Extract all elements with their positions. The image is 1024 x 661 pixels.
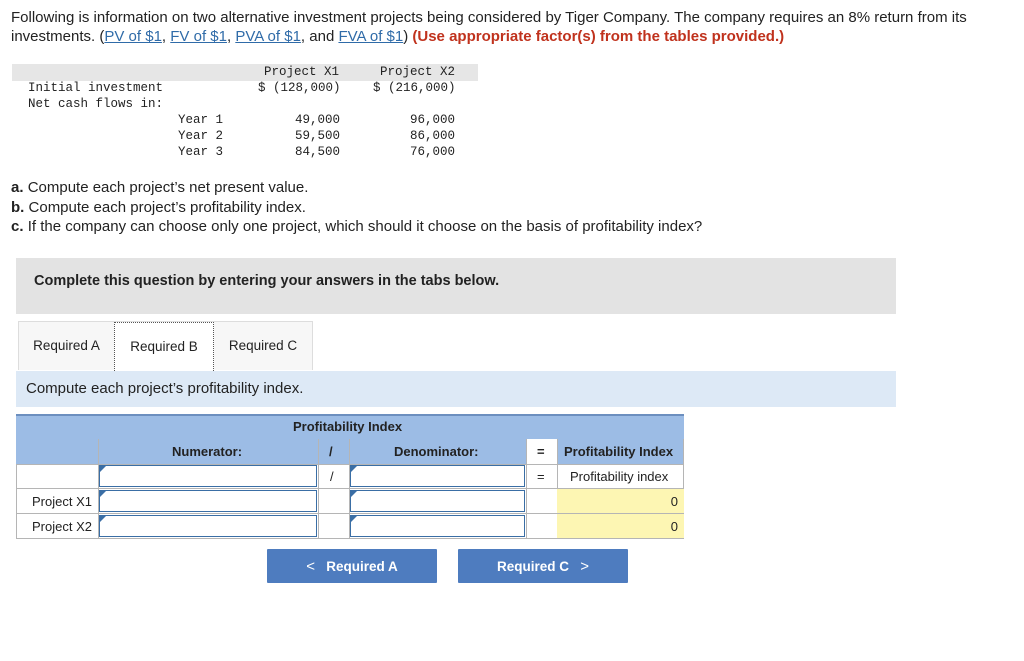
- chevron-right-icon: >: [580, 557, 590, 575]
- year-label: Year 1: [178, 113, 224, 127]
- separator: , and: [300, 28, 339, 45]
- year-value-x1: 84,500: [295, 145, 341, 159]
- prev-button-label: Required A: [326, 558, 398, 574]
- pva-table-link[interactable]: PVA of $1: [235, 28, 301, 45]
- initial-investment-x1: $ (128,000): [258, 81, 341, 95]
- input-marker: [351, 516, 357, 522]
- slash-header: /: [329, 444, 333, 459]
- separator: ): [403, 28, 413, 45]
- separator: ,: [226, 28, 236, 45]
- initial-investment-label: Initial investment: [28, 81, 164, 95]
- result-value-x2: 0: [670, 519, 678, 534]
- instructions-banner: [16, 258, 896, 314]
- year-value-x2: 96,000: [410, 113, 456, 127]
- input-marker: [100, 516, 106, 522]
- next-button-label: Required C: [496, 558, 569, 574]
- question-text: If the company can choose only one project, which should it choose on the basis of profitability index?: [27, 218, 703, 235]
- numerator-label-input[interactable]: [99, 465, 317, 487]
- prev-required-a-button[interactable]: [267, 549, 437, 583]
- row-label-project-x1: Project X1: [32, 494, 92, 509]
- fv-table-link[interactable]: FV of $1: [170, 28, 227, 45]
- next-required-c-button[interactable]: [458, 549, 628, 583]
- input-marker: [351, 466, 357, 472]
- intro-text: Following is information on two alternative investment projects being considered by Tiger Company. The company requires an 8% return from its investments. (: [11, 9, 967, 45]
- denominator-header: Denominator:: [394, 444, 479, 459]
- denominator-input-x1[interactable]: [350, 490, 525, 512]
- grid-line: [526, 439, 527, 539]
- result-cell-x1: [557, 489, 684, 513]
- factor-instruction: (Use appropriate factor(s) from the tables provided.): [412, 28, 785, 45]
- tab-instruction: [16, 371, 896, 407]
- net-cash-flows-label: Net cash flows in:: [28, 97, 164, 111]
- tab-required-c[interactable]: Required C: [228, 338, 298, 353]
- tab-bar: [18, 321, 313, 370]
- numerator-input-x1[interactable]: [99, 490, 317, 512]
- tab-required-b[interactable]: Required B: [114, 322, 214, 371]
- question-text: Compute each project’s net present value.: [27, 179, 309, 196]
- year-value-x1: 49,000: [295, 113, 341, 127]
- equals-header: =: [537, 444, 545, 459]
- denominator-input-x2[interactable]: [350, 515, 525, 537]
- problem-intro: [11, 8, 1001, 46]
- result-label: Profitability index: [570, 469, 669, 484]
- question-list: [11, 178, 702, 237]
- year-label: Year 3: [178, 145, 224, 159]
- result-value-x1: 0: [670, 494, 678, 509]
- grid-line: [16, 464, 17, 539]
- col-header-x1: Project X1: [264, 65, 340, 79]
- tab-instruction-text: Compute each project’s profitability index.: [26, 380, 304, 397]
- question-c: [11, 217, 702, 237]
- question-letter: c.: [11, 218, 24, 235]
- chevron-left-icon: <: [306, 557, 315, 575]
- grid-line: [318, 439, 319, 539]
- input-marker: [100, 491, 106, 497]
- initial-investment-x2: $ (216,000): [373, 81, 456, 95]
- numerator-input-x2[interactable]: [99, 515, 317, 537]
- pv-table-link[interactable]: PV of $1: [104, 28, 162, 45]
- question-letter: a.: [11, 179, 24, 196]
- grid-line: [16, 538, 684, 539]
- equals: =: [537, 469, 545, 484]
- question-a: [11, 178, 702, 198]
- slash: /: [330, 469, 334, 484]
- question-text: Compute each project’s profitability index.: [28, 198, 306, 216]
- separator: ,: [161, 28, 171, 45]
- input-marker: [351, 491, 357, 497]
- input-marker: [100, 466, 106, 472]
- banner-text: Complete this question by entering your answers in the tabs below.: [34, 273, 500, 289]
- year-value-x2: 86,000: [410, 129, 456, 143]
- fva-table-link[interactable]: FVA of $1: [338, 28, 404, 45]
- year-value-x2: 76,000: [410, 145, 456, 159]
- numerator-header: Numerator:: [172, 444, 243, 459]
- result-cell-x2: [557, 514, 684, 538]
- question-b: [11, 198, 702, 218]
- col-header-x2: Project X2: [380, 65, 456, 79]
- tab-required-a[interactable]: Required A: [33, 338, 100, 353]
- year-value-x1: 59,500: [295, 129, 341, 143]
- denominator-label-input[interactable]: [350, 465, 525, 487]
- result-header: Profitability Index: [564, 444, 674, 459]
- year-label: Year 2: [178, 129, 224, 143]
- table-title: Profitability Index: [293, 419, 403, 434]
- profitability-index-table: [16, 414, 684, 539]
- row-label-project-x2: Project X2: [32, 519, 92, 534]
- question-letter: b.: [11, 198, 25, 216]
